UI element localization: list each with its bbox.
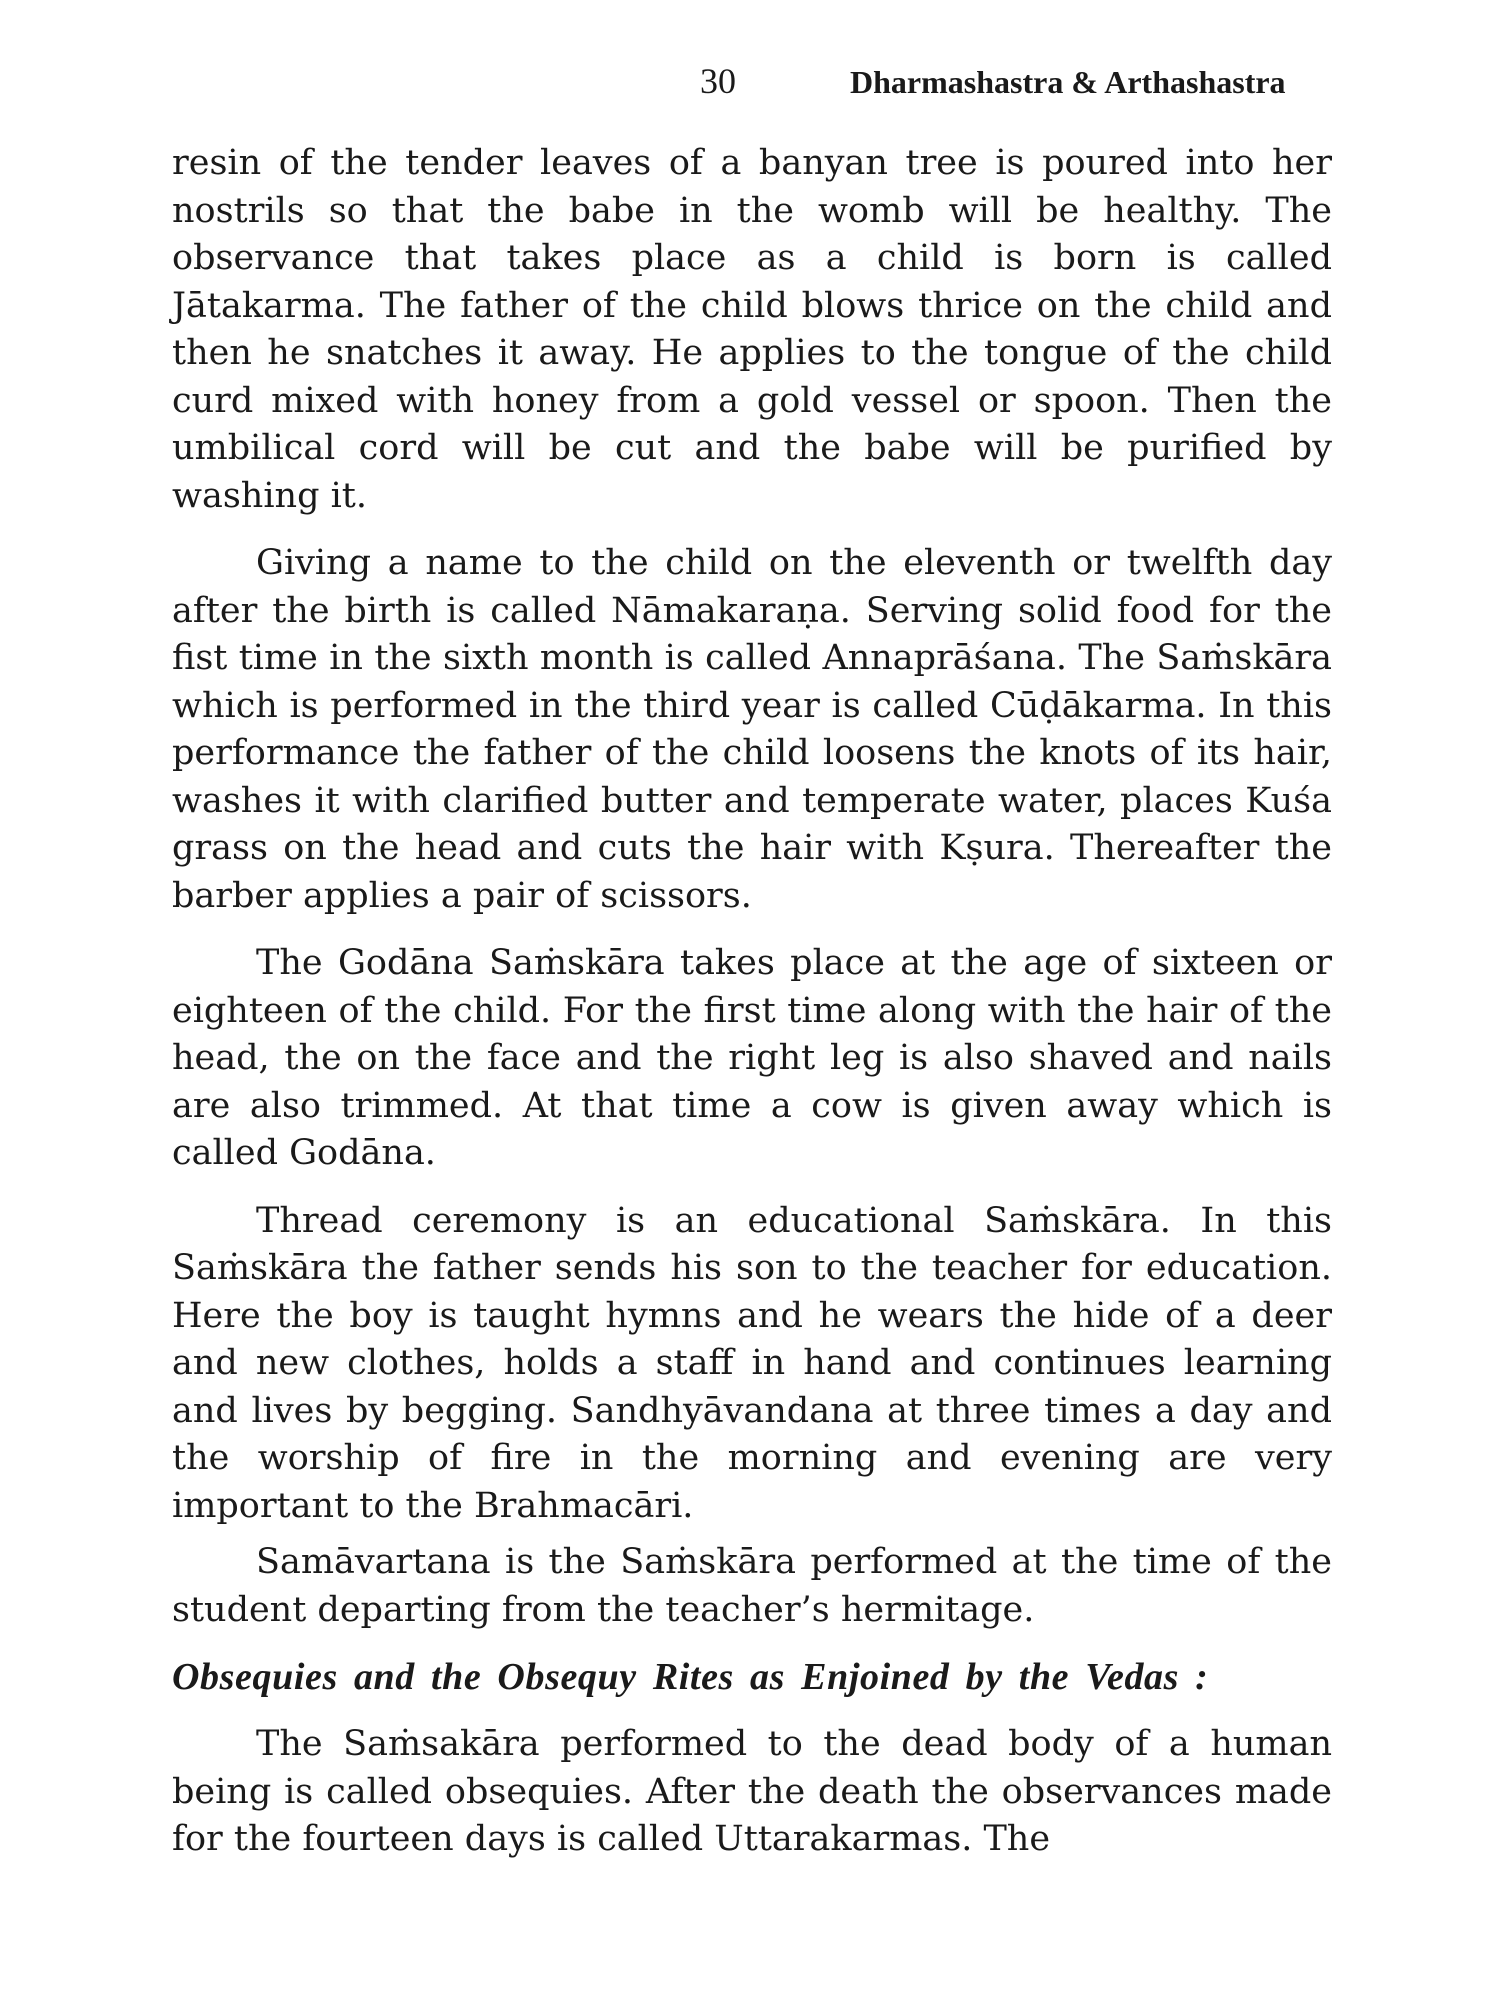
section-heading: Obsequies and the Obsequy Rites as Enjoined by the Vedas : <box>172 1656 1209 1698</box>
paragraph-godana: The Godāna Saṁskāra takes place at the age of sixteen or eighteen of the child. For the first time along with the hair of the head, the on the face and the right leg is also shaved and nails are also trimmed. At that time a cow is given away which is called Godāna. <box>172 943 1332 1173</box>
paragraph-namakarana: Giving a name to the child on the eleventh or twelfth day after the birth is called Nāmakaraṇa. Serving solid food for the fist time in the sixth month is called Annaprāśana. The Saṁskāra which is performed in the third year is called Cūḍākarma. In this performance the father of the child loosens the knots of its hair, washes it with clarified butter and temperate water, places Kuśa grass on the head and cuts the hair with Kṣura. Thereafter the barber applies a pair of scissors. <box>172 543 1332 916</box>
paragraph-continued: resin of the tender leaves of a banyan tree is poured into her nostrils so that the babe in the womb will be healthy. The observance that takes place as a child is born is called Jātakarma. The father of the child blows thrice on the child and then he snatches it away. He applies to the tongue of the child curd mixed with honey from a gold vessel or spoon. Then the umbilical cord will be cut and the babe will be purified by washing it. <box>172 143 1332 516</box>
paragraph-samavartana: Samāvartana is the Saṁskāra performed at the time of the student departing from the teacher’s hermitage. <box>172 1542 1332 1630</box>
running-head <box>700 60 1330 110</box>
paragraph-obsequies: The Saṁsakāra performed to the dead body of a human being is called obsequies. After the death the observances made for the fourteen days is called Uttarakarmas. The <box>172 1724 1332 1859</box>
running-title: Dharmashastra & Arthashastra <box>850 64 1286 100</box>
page-number: 30 <box>700 61 736 101</box>
paragraph-thread-ceremony: Thread ceremony is an educational Saṁskāra. In this Saṁskāra the father sends his son to the teacher for education. Here the boy is taught hymns and he wears the hide of a deer and new clothes, holds a staff in hand and continues learning and lives by begging. Sandhyāvandana at three times a day and the worship of fire in the morning and evening are very important to the Brahmacāri. <box>172 1200 1332 1526</box>
text-body <box>172 140 1332 1864</box>
